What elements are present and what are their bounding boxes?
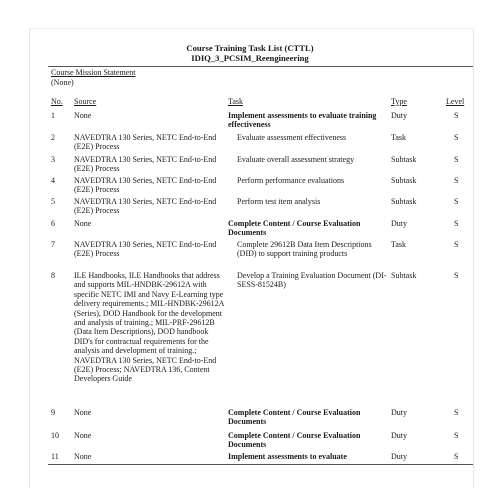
row-number: 1 [51,111,55,120]
row-type: Subtask [391,155,417,164]
row-type: Duty [391,408,407,417]
column-header-level: Level [446,97,465,106]
row-source: ILE Handbooks, ILE Handbooks that address and supports MIL-HNDBK-29612A with specific NETC IMI and Navy E-Learning type delivery requirements.; MIL-HNDBK-29612A (Series), DOD Handbook for the development and analysis of training.; MIL-PRF-29612B (Data Item Descriptions), DOD handbook DID's for contractual requirements for the analysis and development of training.; NAVEDTRA 130 Series, NETC End-to-End (E2E) Process; NAVEDTRA 136, Content Developers Guide [74,271,224,384]
row-level: S [454,452,459,461]
row-source: NAVEDTRA 130 Series, NETC End-to-End (E2E) Process [74,176,217,195]
row-task: Implement assessments to evaluate training effectiveness [228,111,377,130]
row-type: Subtask [391,176,417,185]
row-number: 5 [51,197,55,206]
row-task: Complete Content / Course Evaluation Documents [228,219,361,238]
row-source: None [74,219,92,228]
column-header-source: Source [74,97,97,106]
row-number: 11 [51,452,59,461]
row-source: NAVEDTRA 130 Series, NETC End-to-End (E2E) Process [74,240,217,259]
row-type: Duty [391,431,407,440]
column-header-type: Type [391,97,407,106]
row-source: NAVEDTRA 130 Series, NETC End-to-End (E2E) Process [74,133,217,152]
footer-divider [48,464,473,465]
row-number: 10 [51,431,59,440]
row-type: Duty [391,111,407,120]
row-source: None [74,431,92,440]
row-task: Perform performance evaluations [237,176,345,185]
row-level: S [454,197,459,206]
column-header-task: Task [228,97,243,106]
row-task: Complete Content / Course Evaluation Documents [228,408,361,427]
row-source: None [74,452,92,461]
row-type: Duty [391,452,407,461]
row-number: 8 [51,271,55,280]
row-source: NAVEDTRA 130 Series, NETC End-to-End (E2E) Process [74,197,217,216]
row-number: 9 [51,408,55,417]
row-type: Duty [391,219,407,228]
row-level: S [454,219,459,228]
mission-statement [51,68,135,88]
row-number: 3 [51,155,55,164]
row-number: 2 [51,133,55,142]
mission-statement-value: (None) [51,78,74,87]
column-header-no: No. [51,97,63,106]
row-task: Evaluate overall assessment strategy [237,155,355,164]
header-divider [48,66,473,67]
row-type: Subtask [391,271,417,280]
row-level: S [454,240,459,249]
mission-statement-label: Course Mission Statement [51,68,136,77]
row-source: None [74,408,92,417]
row-level: S [454,176,459,185]
row-task: Develop a Training Evaluation Document (DI-SESS-81524B) [237,271,387,290]
row-number: 7 [51,240,55,249]
document-title: Course Training Task List (CTTL) [186,43,314,53]
row-type: Subtask [391,197,417,206]
row-task: Perform test item analysis [237,197,321,206]
row-source: NAVEDTRA 130 Series, NETC End-to-End (E2E) Process [74,155,217,174]
row-task: Complete 29612B Data Item Descriptions (DID) to support training products [237,240,372,259]
row-level: S [454,111,459,120]
row-level: S [454,133,459,142]
row-source: None [74,111,92,120]
row-number: 6 [51,219,55,228]
row-task: Implement assessments to evaluate [228,452,347,461]
row-level: S [454,408,459,417]
row-task: Evaluate assessment effectiveness [237,133,347,142]
row-number: 4 [51,176,55,185]
row-type: Task [391,133,406,142]
row-level: S [454,155,459,164]
row-type: Task [391,240,406,249]
document-subtitle: IDIQ_3_PCSIM_Reengineering [191,53,309,63]
row-level: S [454,431,459,440]
row-level: S [454,271,459,280]
row-task: Complete Content / Course Evaluation Documents [228,431,361,450]
